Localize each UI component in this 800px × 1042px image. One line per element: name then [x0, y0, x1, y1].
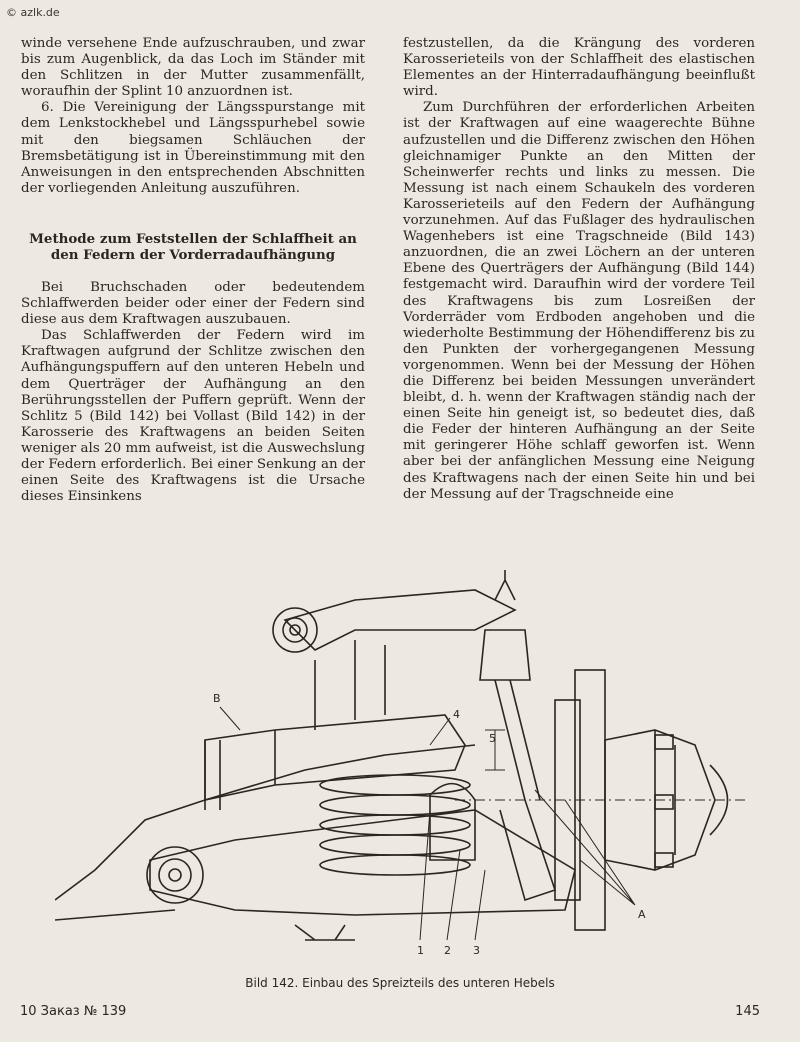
- right-column: [403, 36, 755, 503]
- label-3: 3: [473, 944, 480, 957]
- suspension-drawing: [55, 570, 755, 960]
- label-2: 2: [444, 944, 451, 957]
- label-B: B: [213, 692, 221, 705]
- label-4: 4: [453, 708, 460, 721]
- label-A: A: [638, 908, 646, 921]
- left-paragraph-1: winde versehene Ende aufzuschrauben, und zwar bis zum Augenblick, da das Loch im Ständer mit den Schlitzen in der Mutter zusammenfällt, woraufhin der Splint 10 anzuordnen ist.: [21, 36, 365, 100]
- left-paragraph-3: Bei Bruchschaden oder bedeutendem Schlaffwerden beider oder einer der Federn sind diese aus dem Kraftwagen auszubauen.: [21, 279, 365, 328]
- figure-caption: Bild 142. Einbau des Spreizteils des unteren Hebels: [245, 976, 555, 990]
- section-heading: Methode zum Feststellen der Schlaffheit an den Federn der Vorderradaufhängung: [29, 230, 357, 264]
- left-paragraph-4: Das Schlaffwerden der Federn wird im Kraftwagen aufgrund der Schlitze zwischen den Aufhängungspuffern auf den unteren Hebeln und dem Querträger der Aufhängung an den Berührungsstellen der Puffern geprüft. Wenn der Schlitz 5 (Bild 142) bei Vollast (Bild 142) in der Karosserie des Kraftwagens an beiden Seiten weniger als 20 mm aufweist, ist die Auswechslung der Federn erforderlich. Bei einer Senkung an der einen Seite des Kraftwagens ist die Ursache dieses Einsinkens: [21, 328, 365, 505]
- left-column: [21, 36, 365, 505]
- left-paragraph-2: 6. Die Vereinigung der Längsspurstange mit dem Lenkstockhebel und Längsspurhebel sowie mit den biegsamen Schläuchen der Bremsbetätigung ist in Übereinstimmung mit den Anweisungen in den entsprechenden Abschnitten der vorliegenden Anleitung auszuführen.: [21, 100, 365, 196]
- label-5: 5: [489, 732, 496, 745]
- right-paragraph-1: festzustellen, da die Krängung des vorderen Karosserieteils von der Schlaffheit des elastischen Elementes an der Hinterradaufhängung beeinflußt wird.: [403, 36, 755, 100]
- watermark: © azlk.de: [6, 6, 60, 19]
- right-paragraph-2: Zum Durchführen der erforderlichen Arbeiten ist der Kraftwagen auf eine waagerechte Bühne aufzustellen und die Differenz zwischen den Höhen gleichnamiger Punkte an den Mitten der Scheinwerfer rechts und links zu messen. Die Messung ist nach einem Schaukeln des vorderen Karosserieteils auf den Federn der Aufhängung vorzunehmen. Auf das Fußlager des hydraulischen Wagenhebers ist eine Tragschneide (Bild 143) anzuordnen, die an zwei Löchern an der unteren Ebene des Querträgers der Aufhängung (Bild 144) festgemacht wird. Daraufhin wird der vordere Teil des Kraftwagens bis zum Losreißen der Vorderräder vom Erdboden angehoben und die wiederholte Bestimmung der Höhendifferenz bis zu den Punkten der vorhergegangenen Messung vorgenommen. Wenn bei der Messung der Höhen die Differenz bei beiden Messungen unverändert bleibt, d. h. wenn der Kraftwagen ständig nach der einen Seite hin geneigt ist, so bedeutet dies, daß die Feder der hinteren Aufhängung an der Seite mit geringerer Höhe schlaff geworfen ist. Wenn aber bei der anfänglichen Messung eine Neigung des Kraftwagens nach der einen Seite hin und bei der Messung auf der Tragschneide eine: [403, 100, 755, 502]
- print-order-mark: 10 Заказ № 139: [20, 1004, 127, 1019]
- label-1: 1: [417, 944, 424, 957]
- page-number: 145: [735, 1004, 760, 1019]
